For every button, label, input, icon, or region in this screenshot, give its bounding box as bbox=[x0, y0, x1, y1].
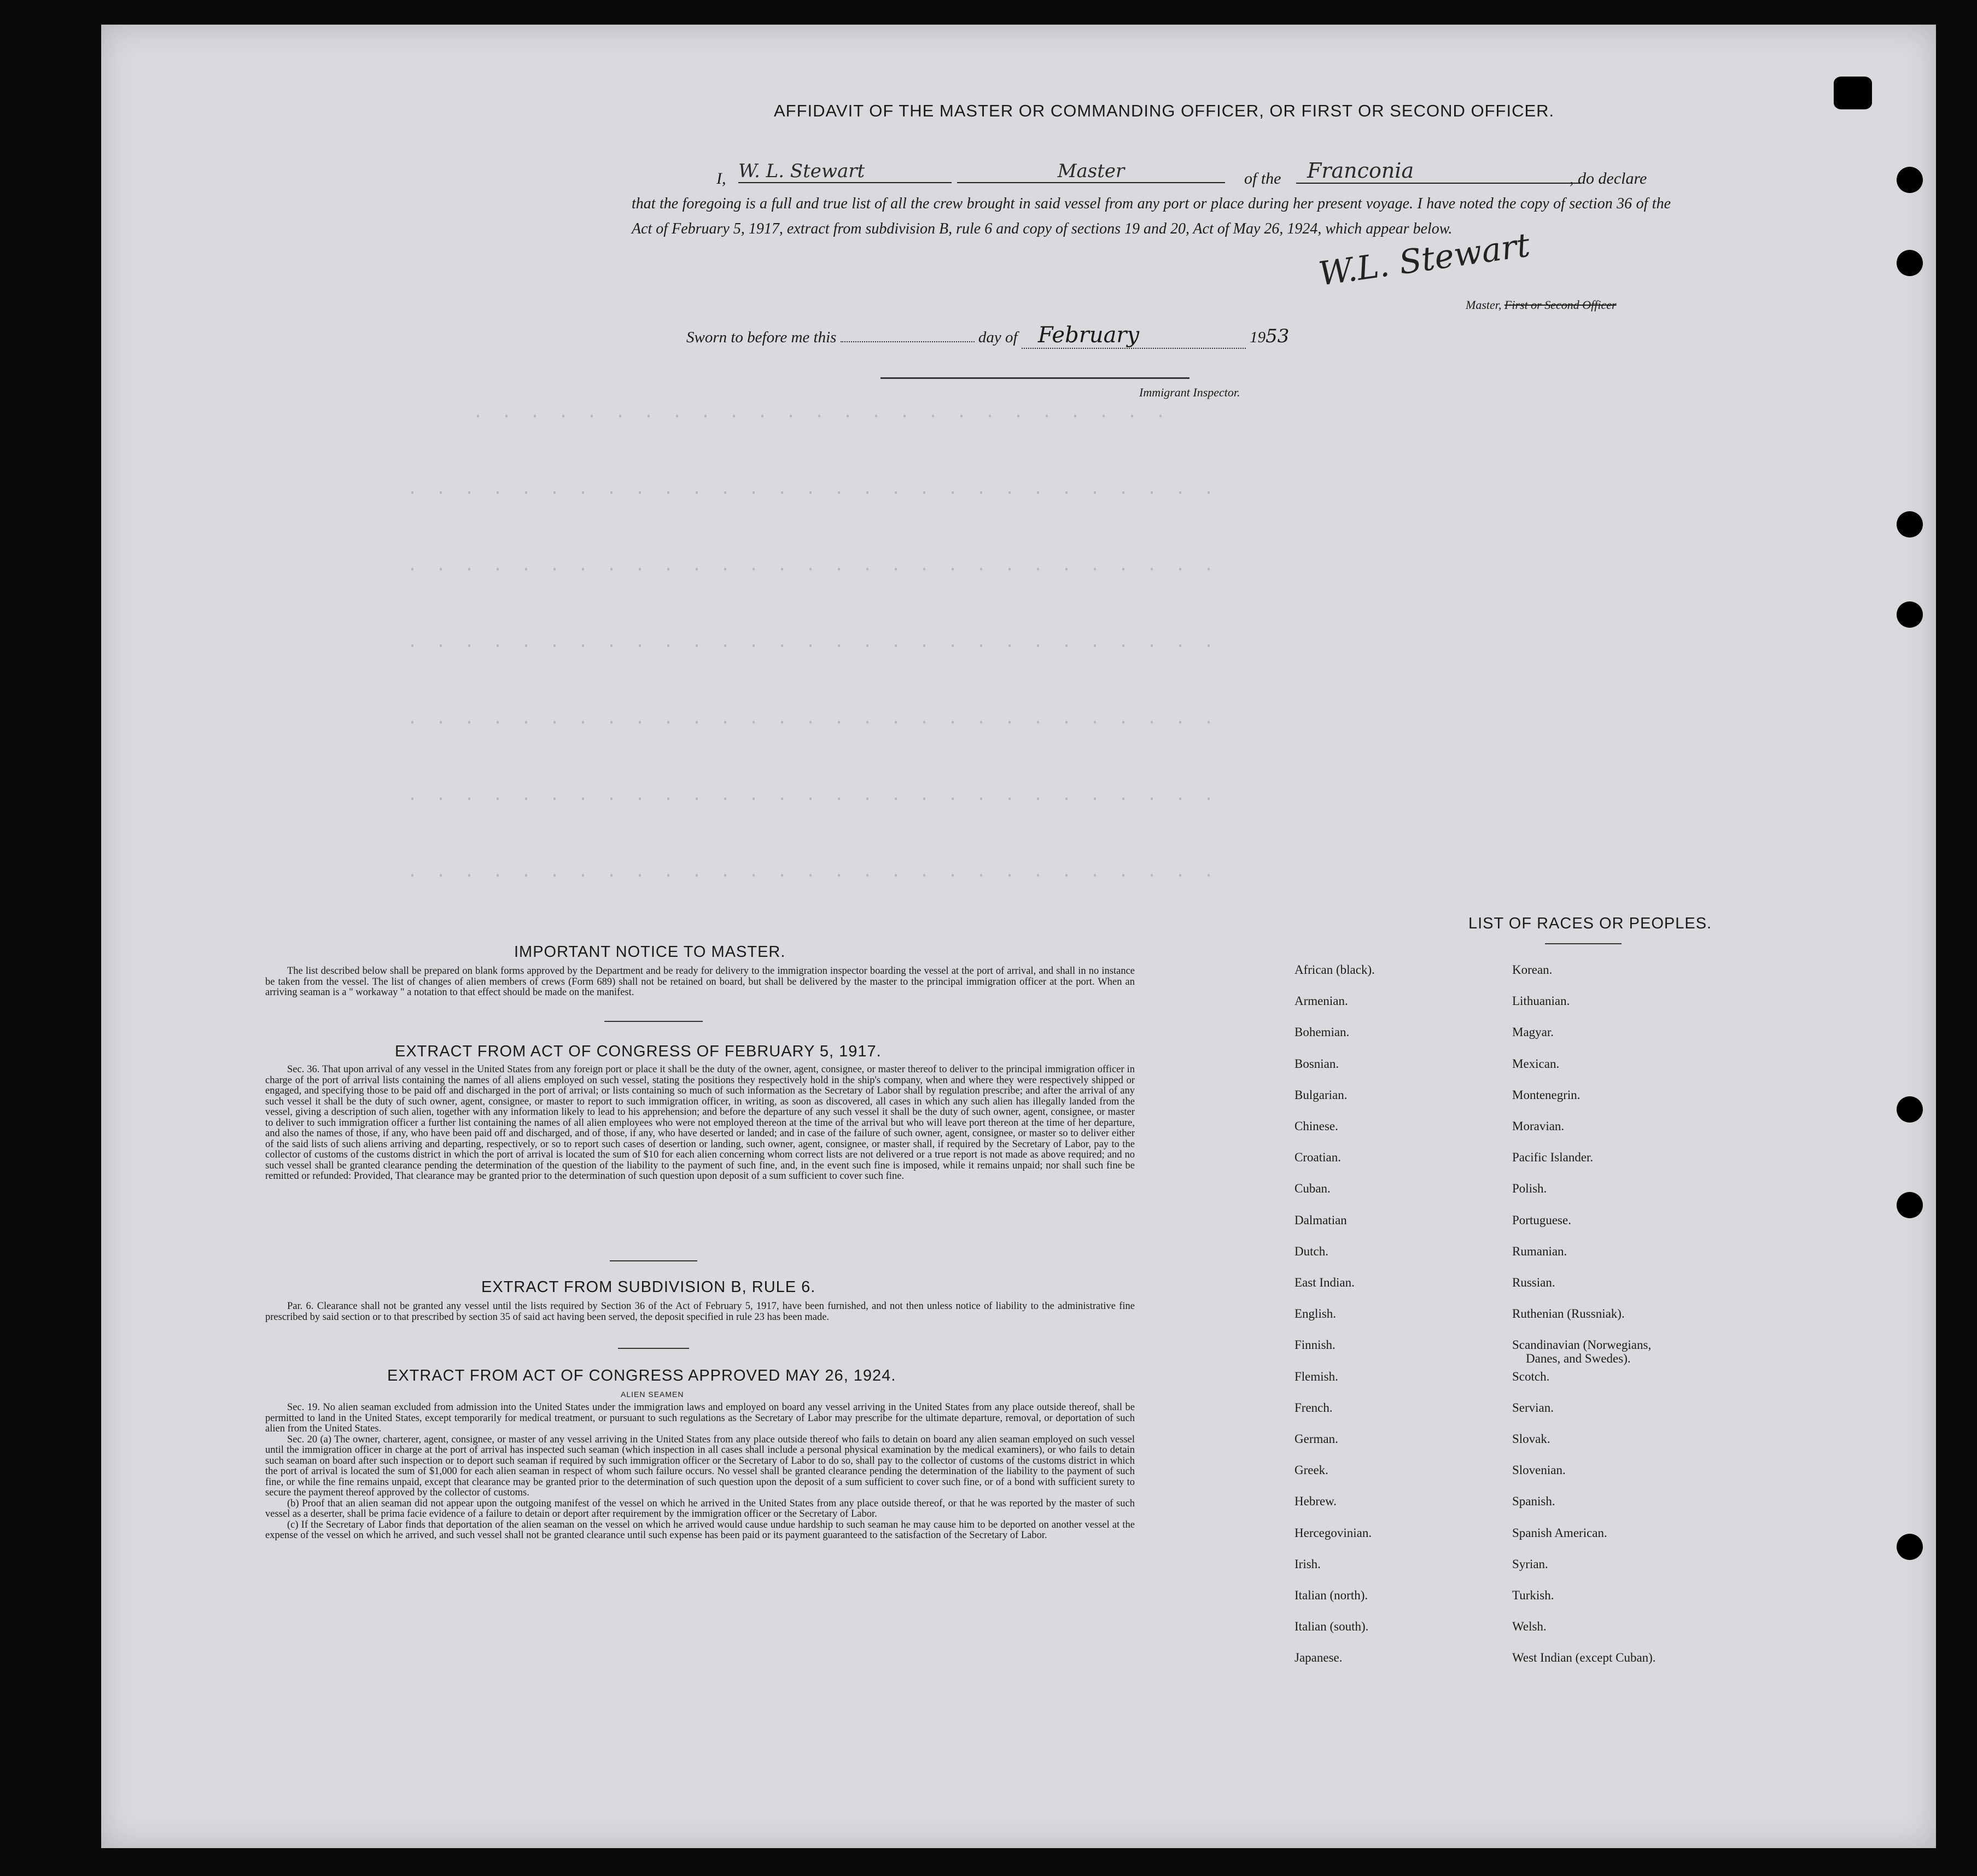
month-field: February bbox=[1022, 323, 1246, 349]
sworn-line bbox=[686, 323, 1289, 349]
master-caption bbox=[1466, 298, 1617, 312]
master-caption-struck: First or Second Officer bbox=[1504, 298, 1617, 312]
race-item: Scotch. bbox=[1512, 1369, 1550, 1383]
punch-hole bbox=[1897, 1192, 1923, 1218]
day-of-label: day of bbox=[978, 329, 1018, 346]
race-item: Japanese. bbox=[1294, 1651, 1343, 1665]
race-item: Moravian. bbox=[1512, 1119, 1565, 1133]
notice-paragraph: The list described below shall be prepared on blank forms approved by the Department and be ready for delivery to the immigration inspector boarding the vessel at the port of arrival, and shall in no instance be taken from the vessel. The list of changes of alien members of crews (Form 689) shall not be retained on board, but shall be delivered by the master to the principal immigration officer at the port. When an arriving seaman is a " workaway " a notation to that effect should be made on the manifest. bbox=[265, 966, 1135, 998]
punch-hole bbox=[1897, 511, 1923, 537]
punch-hole bbox=[1834, 77, 1872, 109]
rank-field: Master bbox=[957, 160, 1225, 183]
bleed-through: · · · · · · · · · · · · · · · · · · · · · · · · · · · · · bbox=[407, 484, 1218, 502]
race-item: Italian (south). bbox=[1294, 1620, 1369, 1634]
year-suffix: 53 bbox=[1265, 325, 1290, 347]
race-item: Hercegovinian. bbox=[1294, 1526, 1372, 1540]
punch-hole bbox=[1897, 601, 1923, 628]
race-item: Russian. bbox=[1512, 1276, 1555, 1289]
document-page bbox=[101, 25, 1936, 1848]
notice-text bbox=[265, 966, 1135, 998]
race-item: West Indian (except Cuban). bbox=[1512, 1651, 1656, 1665]
race-item: Servian. bbox=[1512, 1400, 1554, 1415]
sec20b-paragraph: (b) Proof that an alien seaman did not appear upon the outgoing manifest of the vessel on which he arrived in the United States from any place outside thereof, or that he was reported by the master of such vessel as a deserter, shall be prima facie evidence of a failure to detain or deport after requirement by the immigration officer or the Secretary of Labor. bbox=[265, 1498, 1135, 1519]
divider bbox=[1545, 943, 1622, 944]
divider bbox=[610, 1260, 697, 1261]
divider bbox=[604, 1021, 703, 1022]
sworn-day-blank bbox=[841, 341, 975, 342]
race-item: Syrian. bbox=[1512, 1557, 1548, 1571]
master-signature: W.L. Stewart bbox=[1316, 226, 1532, 294]
race-item: Ruthenian (Russniak). bbox=[1512, 1307, 1625, 1321]
rule6-text bbox=[265, 1301, 1135, 1323]
extract-1917-title: EXTRACT FROM ACT OF CONGRESS OF FEBRUARY 5, 1917. bbox=[395, 1043, 882, 1060]
race-item: Armenian. bbox=[1294, 994, 1348, 1008]
sec20c-paragraph: (c) If the Secretary of Labor finds that deportation of the alien seaman on the vessel on which he arrived would cause undue hardship to such seaman he may cause him to be deported on another vessel at the expense of the vessel on which he arrived, and such vessel shall not be granted clearance until such expense has been paid or its payment guaranteed to the satisfaction of the Secretary of Labor. bbox=[265, 1519, 1135, 1541]
bleed-through: · · · · · · · · · · · · · · · · · · · · · · · · · bbox=[473, 407, 1170, 426]
race-item: Portuguese. bbox=[1512, 1213, 1571, 1227]
race-item: Slovenian. bbox=[1512, 1463, 1566, 1477]
race-item: Bohemian. bbox=[1294, 1025, 1350, 1039]
race-item: Turkish. bbox=[1512, 1588, 1554, 1602]
sec36-paragraph: Sec. 36. That upon arrival of any vessel in the United States from any foreign port or place it shall be the duty of the owner, agent, consignee, or master thereof to deliver to the principal immigration officer in charge of the port of arrival lists containing the names of all aliens employed on such vessel, stating the positions they respectively hold in the ship's company, when and where they were respectively shipped or engaged, and specifying those to be paid off and discharged in the port of arrival; or lists containing so much of such information as the Secretary of Labor shall by regulation prescribe; and after the arrival of any such vessel it shall be the duty of such owner, agent, consignee, or master to report to such immigration officer, in writing, as soon as discovered, all cases in which any such alien has illegally landed from the vessel, giving a description of such alien, together with any information likely to lead to his apprehension; and before the departure of any such vessel it shall be the duty of such owner, agent, consignee, or master to deliver to such immigration officer a further list containing the names of all alien employees who were not employed thereon at the time of the arrival but who will leave port thereon at the time of her departure, and also the names of those, if any, who have been paid off and discharged, and of those, if any, who have deserted or landed; and in case of the failure of such owner, agent, consignee, or master so to deliver either of the said lists of such aliens arriving and departing, respectively, or so to report such cases of desertion or landing, such owner, agent, consignee, or master shall, if required by the Secretary of Labor, pay to the collector of customs of the customs district in which the port of arrival is located the sum of $10 for each alien concerning whom correct lists are not delivered or a true report is not made as above required; and no such vessel shall be granted clearance pending the determination of the question of the liability to the payment of such fine, and, in the event such fine is imposed, while it remains unpaid; nor shall such fine be remitted or refunded: Provided, That clearance may be granted prior to the determination of such question upon deposit of a sum sufficient to cover such fine. bbox=[265, 1064, 1135, 1182]
race-item: Cuban. bbox=[1294, 1182, 1331, 1196]
do-declare-label: , do declare bbox=[1570, 170, 1647, 188]
race-item: Rumanian. bbox=[1512, 1244, 1567, 1258]
race-item: Chinese. bbox=[1294, 1119, 1338, 1133]
bleed-through: · · · · · · · · · · · · · · · · · · · · · · · · · · · · · bbox=[407, 637, 1218, 656]
punch-hole bbox=[1897, 250, 1923, 276]
rule6-title: EXTRACT FROM SUBDIVISION B, RULE 6. bbox=[481, 1278, 816, 1296]
races-title: LIST OF RACES OR PEOPLES. bbox=[1468, 915, 1712, 932]
race-item: Greek. bbox=[1294, 1463, 1328, 1477]
race-item: Welsh. bbox=[1512, 1620, 1547, 1634]
bleed-through: · · · · · · · · · · · · · · · · · · · · · · · · · · · · · bbox=[407, 560, 1218, 579]
race-item: French. bbox=[1294, 1400, 1333, 1415]
race-item: Bulgarian. bbox=[1294, 1088, 1348, 1102]
race-item: Flemish. bbox=[1294, 1369, 1338, 1383]
race-item: English. bbox=[1294, 1307, 1337, 1321]
race-item: East Indian. bbox=[1294, 1276, 1355, 1289]
inspector-label: Immigrant Inspector. bbox=[1139, 385, 1240, 399]
punch-hole bbox=[1897, 167, 1923, 193]
inspector-signature-line bbox=[880, 377, 1189, 379]
race-item: African (black). bbox=[1294, 963, 1375, 977]
notice-title: IMPORTANT NOTICE TO MASTER. bbox=[514, 943, 786, 961]
race-item: Polish. bbox=[1512, 1182, 1547, 1196]
race-item: Italian (north). bbox=[1294, 1588, 1368, 1602]
race-item: Magyar. bbox=[1512, 1025, 1554, 1039]
race-item: Spanish American. bbox=[1512, 1526, 1607, 1540]
sec19-paragraph: Sec. 19. No alien seaman excluded from admission into the United States under the immigration laws and employed on board any vessel arriving in the United States from any place outside thereof, shall be permitted to land in the United States, except temporarily for medical treatment, or pursuant to such regulations as the Secretary of Labor may prescribe for the ultimate departure, removal, or deportation of such alien from the United States. bbox=[265, 1402, 1135, 1434]
race-item: Mexican. bbox=[1512, 1056, 1560, 1071]
bleed-through: · · · · · · · · · · · · · · · · · · · · · · · · · · · · · bbox=[407, 790, 1218, 809]
extract-1917-text bbox=[265, 1065, 1135, 1182]
race-item: German. bbox=[1294, 1432, 1338, 1446]
of-the-label: of the bbox=[1244, 170, 1281, 188]
vessel-name-field: Franconia bbox=[1296, 159, 1581, 184]
rule6-paragraph: Par. 6. Clearance shall not be granted any vessel until the lists required by Section 36 of the Act of February 5, 1917, have been furnished, and not then unless notice of liability to the administrative fine prescribed by said section or to that prescribed by section 35 of said act having been served, the deposit specified in rule 23 has been made. bbox=[265, 1301, 1135, 1323]
race-item: Finnish. bbox=[1294, 1338, 1336, 1352]
affidavit-body: that the foregoing is a full and true list of all the crew brought in said vessel from any port or place during her present voyage. I have noted the copy of section 36 of the Act of February 5, 1917, extract from subdivision B, rule 6 and copy of sections 19 and 20, Act of May 26, 1924, which appear below. bbox=[632, 195, 1671, 237]
sworn-label: Sworn to before me this bbox=[686, 329, 837, 346]
punch-hole bbox=[1897, 1534, 1923, 1560]
race-item: Pacific Islander. bbox=[1512, 1150, 1594, 1165]
race-item: Montenegrin. bbox=[1512, 1088, 1581, 1102]
race-item: Irish. bbox=[1294, 1557, 1321, 1571]
punch-hole bbox=[1897, 1096, 1923, 1123]
sec20a-paragraph: Sec. 20 (a) The owner, charterer, agent, consignee, or master of any vessel arriving in the United States from any place outside thereof who fails to detain on board any alien seaman employed on such vessel until the immigration officer in charge at the port of arrival has inspected such seaman (which inspection in all cases shall include a personal physical examination by the medical examiners), or who fails to detain such seaman on board after such inspection or to deport such seaman if required by such immigration officer or the Secretary of Labor to do so, shall pay to the collector of customs of the customs district in which the port of arrival is located the sum of $1,000 for each alien seaman in respect of whom such failure occurs. No vessel shall be granted clearance pending the determination of the liability to the payment of such fine, or while the fine remains unpaid, except that clearance may be granted prior to the determination of such question upon the deposit of a sum sufficient to cover such fine, or of a bond with sufficient surety to secure the payment thereof approved by the collector of customs. bbox=[265, 1434, 1135, 1498]
race-item: Dutch. bbox=[1294, 1244, 1328, 1258]
alien-seamen-subtitle: ALIEN SEAMEN bbox=[621, 1390, 684, 1399]
master-name-field: W. L. Stewart bbox=[738, 160, 952, 183]
master-caption-master: Master, bbox=[1466, 298, 1502, 312]
race-item: Dalmatian bbox=[1294, 1213, 1347, 1227]
bleed-through: · · · · · · · · · · · · · · · · · · · · · · · · · · · · · bbox=[407, 714, 1218, 732]
divider bbox=[618, 1348, 689, 1349]
race-item: Spanish. bbox=[1512, 1494, 1555, 1509]
race-item: Croatian. bbox=[1294, 1150, 1341, 1165]
bleed-through: · · · · · · · · · · · · · · · · · · · · · · · · · · · · · bbox=[407, 867, 1218, 885]
race-item: Bosnian. bbox=[1294, 1056, 1339, 1071]
extract-1924-text bbox=[265, 1402, 1135, 1541]
extract-1924-title: EXTRACT FROM ACT OF CONGRESS APPROVED MAY 26, 1924. bbox=[387, 1367, 896, 1384]
race-item: Danes, and Swedes). bbox=[1526, 1352, 1631, 1366]
race-item: Scandinavian (Norwegians, bbox=[1512, 1338, 1652, 1352]
race-item: Korean. bbox=[1512, 963, 1553, 977]
i-label: I, bbox=[716, 170, 726, 188]
race-item: Slovak. bbox=[1512, 1432, 1550, 1446]
race-item: Lithuanian. bbox=[1512, 994, 1570, 1008]
year-prefix: 19 bbox=[1250, 329, 1266, 346]
affidavit-title: AFFIDAVIT OF THE MASTER OR COMMANDING OFFICER, OR FIRST OR SECOND OFFICER. bbox=[774, 101, 1555, 120]
race-item: Hebrew. bbox=[1294, 1494, 1337, 1509]
